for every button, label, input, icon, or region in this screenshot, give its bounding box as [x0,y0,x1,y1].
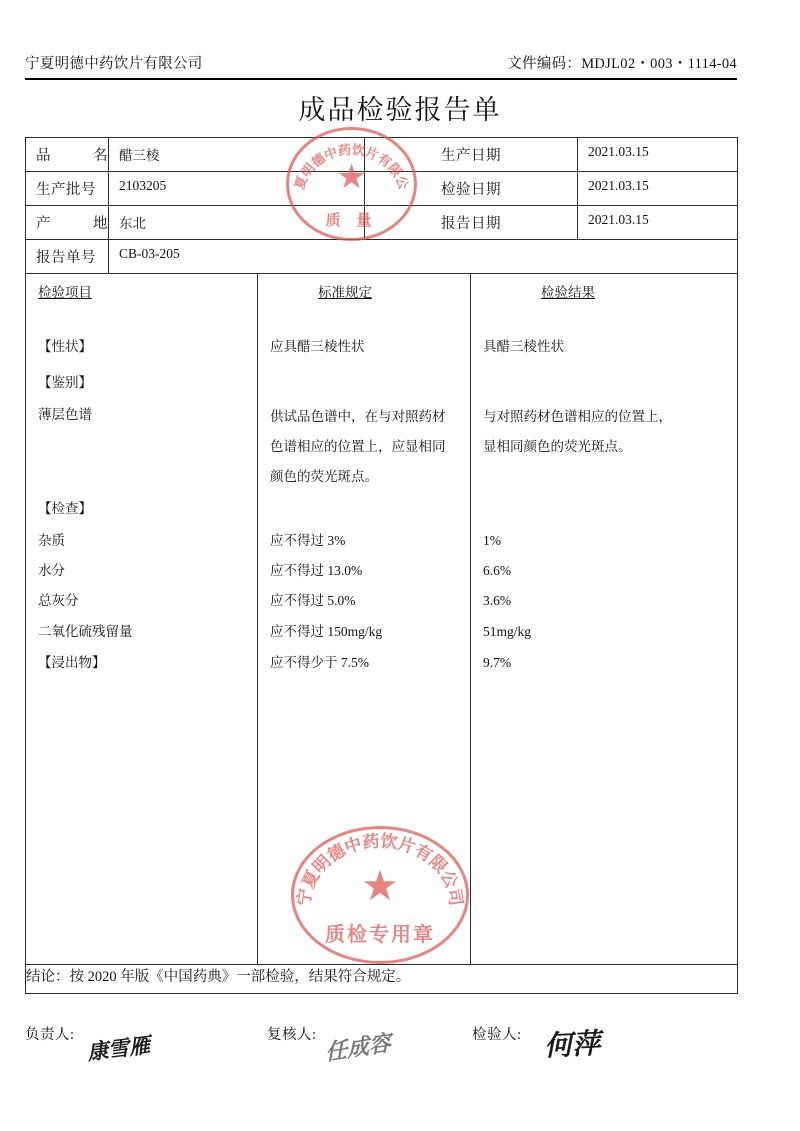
document-code: 文件编码：MDJL02・003・1114-04 [507,56,737,72]
table-row [26,138,738,172]
result-item: 总灰分 [38,593,79,608]
inspection-date-value-cell [578,172,738,206]
report-no-label-cell [26,240,109,274]
signature-row [25,1023,737,1083]
signature-label: 负责人: [25,1027,75,1043]
column-header-3: 检验结果 [541,285,595,300]
report-date-value-cell [578,206,738,240]
result-item: 【性状】 [38,339,92,354]
result-item: 薄层色谱 [38,407,92,422]
svg-text:宁夏明德中药饮片有限公司: 宁夏明德中药饮片有限公司 [282,118,412,192]
inspection-date-label-cell [365,172,578,206]
inspection-date-label: 检验日期 [441,182,501,198]
signature-block-responsible [25,1023,152,1065]
signature-label: 复核人: [267,1027,317,1043]
result-standard: 应不得过 5.0% [270,593,356,608]
report-no-value: CB-03-205 [119,246,180,261]
header-divider [25,78,737,80]
result-standard: 应不得过 13.0% [270,563,363,578]
company-name: 宁夏明德中药饮片有限公司 [25,56,203,72]
result-standard: 应不得过 3% [270,533,346,548]
signature-block-reviewer [267,1023,392,1067]
svg-text:宁夏明德中药饮片有限公司: 宁夏明德中药饮片有限公司 [294,831,466,907]
production-date-value-cell [578,138,738,172]
report-table [25,137,738,994]
results-grid-row [26,274,738,965]
result-value: 与对照药材色谱相应的位置上，显相同颜色的荧光斑点。 [483,409,672,454]
report-no-label: 报告单号 [36,250,96,266]
product-name-value: 醋三棱 [119,148,160,163]
signature-label: 检验人: [472,1027,522,1043]
report-date-label: 报告日期 [441,216,501,232]
report-no-value-cell [109,240,738,274]
origin-label: 产地 [36,216,108,232]
signature-block-inspector [472,1023,601,1063]
origin-value: 东北 [119,216,146,231]
production-date-label-cell [365,138,578,172]
seal-bottom-text: 质检专用章 [325,924,435,946]
result-value: 1% [483,533,501,548]
result-standard: 供试品色谱中，在与对照药材色谱相应的位置上，应显相同颜色的荧光斑点。 [270,409,446,484]
result-value: 具醋三棱性状 [483,339,564,354]
signature-handwriting: 康雪雁 [85,1032,152,1065]
table-row [26,172,738,206]
result-standard: 应具醋三棱性状 [270,339,365,354]
column-header-1: 检验项目 [38,285,92,300]
seal-star-icon: ★ [361,864,399,911]
result-item: 二氧化硫残留量 [38,624,133,639]
inspection-date-value: 2021.03.15 [588,178,649,193]
batch-label-cell [26,172,109,206]
conclusion-row [26,965,738,994]
result-item: 【浸出物】 [38,655,106,670]
table-row [26,240,738,274]
result-value: 6.6% [483,563,512,578]
result-value: 9.7% [483,655,512,670]
conclusion-text: 结论：按 2020 年版《中国药典》一部检验，结果符合规定。 [26,965,738,994]
column-header-2: 标准规定 [318,285,372,300]
result-item: 【鉴别】 [38,375,92,390]
signature-handwriting: 任成容 [324,1029,392,1067]
result-value: 3.6% [483,593,512,608]
seal-bottom-text-top: 质 量 [325,213,378,229]
product-name-label: 品名 [36,148,108,164]
page-title: 成品检验报告单 [298,95,502,125]
results-result-column [471,274,738,965]
batch-label: 生产批号 [36,182,96,198]
origin-label-cell [26,206,109,240]
batch-value-cell [109,172,365,206]
result-standard: 应不得过 150mg/kg [270,624,383,639]
result-item: 【检查】 [38,501,92,516]
document-header [25,52,737,73]
product-name-label-cell [26,138,109,172]
report-date-label-cell [365,206,578,240]
production-date-label: 生产日期 [441,148,501,164]
results-item-column [26,274,258,965]
result-item: 杂质 [38,533,65,548]
production-date-value: 2021.03.15 [588,144,649,159]
product-name-value-cell [109,138,365,172]
origin-value-cell [109,206,365,240]
result-value: 51mg/kg [483,624,532,639]
report-date-value: 2021.03.15 [588,212,649,227]
result-item: 水分 [38,563,65,578]
signature-handwriting: 何萍 [543,1026,601,1063]
table-row [26,206,738,240]
result-standard: 应不得少于 7.5% [270,655,369,670]
seal-star-icon: ★ [336,158,367,196]
batch-value: 2103205 [119,178,167,193]
results-standard-column [258,274,471,965]
